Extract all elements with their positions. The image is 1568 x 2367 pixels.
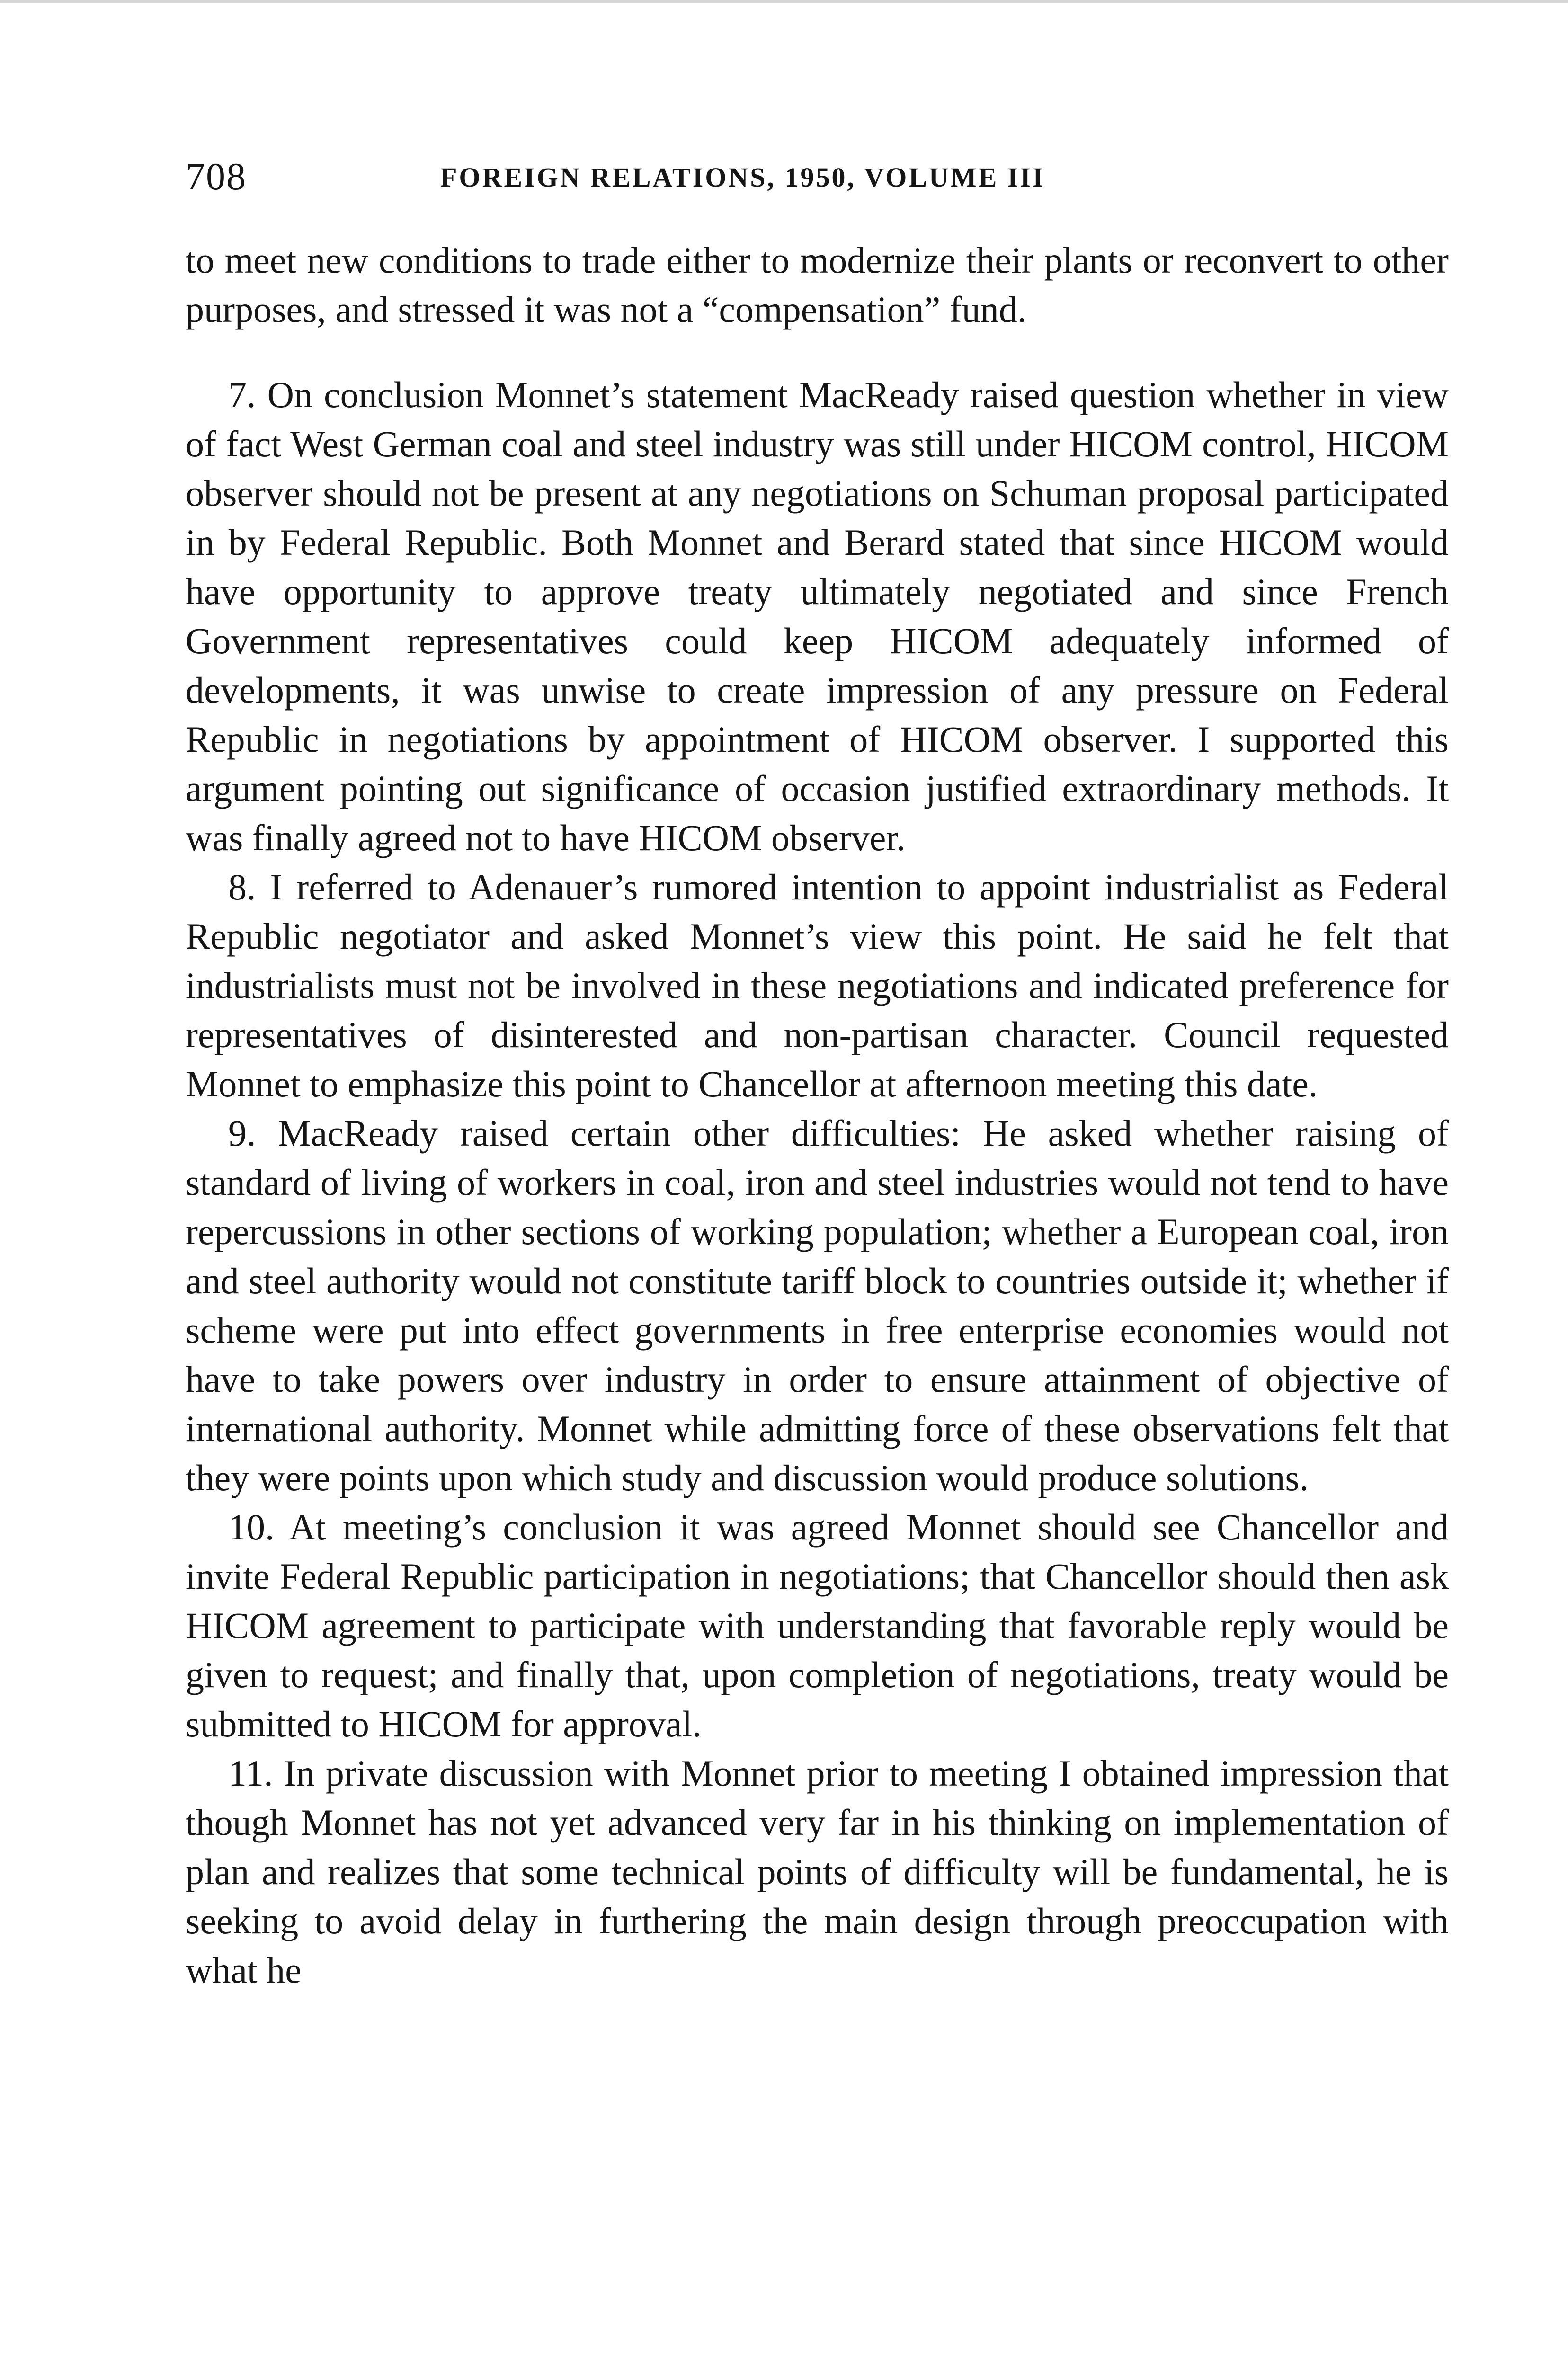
- paragraph-10: 10. At meeting’s conclusion it was agreed Monnet should see Chancellor and invite Federal Republic participation in negotiations; that Chancellor should then ask HICOM agreement to participate with understanding that favorable reply would be given to request; and finally that, upon completion of negotiations, treaty would be submitted to HICOM for approval.: [186, 1506, 1449, 1744]
- paragraph-8: 8. I referred to Adenauer’s rumored intention to appoint industrialist as Federal Republic negotiator and asked Monnet’s view this point. He said he felt that industrialists must not be involved in these negotiations and indicated preference for representatives of disinterested and non-partisan character. Council requested Monnet to emphasize this point to Chancellor at afternoon meeting this date.: [186, 866, 1449, 1104]
- paragraph-11: 11. In private discussion with Monnet prior to meeting I obtained impression that though Monnet has not yet advanced very far in his thinking on implementation of plan and realizes that some technical points of difficulty will be fundamental, he is seeking to avoid delay in furthering the main design through preoccupation with what he: [186, 1753, 1449, 1991]
- page-header: [186, 151, 1449, 207]
- top-edge-rule: [0, 0, 1568, 3]
- paragraph-9: 9. MacReady raised certain other difficulties: He asked whether raising of standard of living of workers in coal, iron and steel industries would not tend to have repercussions in other sections of working population; whether a European coal, iron and steel authority would not constitute tariff block to countries outside it; whether if scheme were put into effect governments in free enterprise economies would not have to take powers over industry in order to ensure attainment of objective of international authority. Monnet while admitting force of these observations felt that they were points upon which study and discussion would produce solutions.: [186, 1112, 1449, 1498]
- page-number: 708: [186, 155, 247, 198]
- paragraph-7: 7. On conclusion Monnet’s statement MacReady raised question whether in view of fact West German coal and steel industry was still under HICOM control, HICOM observer should not be present at any negotiations on Schuman proposal participated in by Federal Republic. Both Monnet and Berard stated that since HICOM would have opportunity to approve treaty ultimately negotiated and since French Government representatives could keep HICOM adequately informed of developments, it was unwise to create impression of any pressure on Federal Republic in negotiations by appointment of HICOM observer. I supported this argument pointing out significance of occasion justified extraordinary methods. It was finally agreed not to have HICOM observer.: [186, 374, 1449, 858]
- paragraph-continuation: to meet new conditions to trade either to modernize their plants or reconvert to other purposes, and stressed it was not a “compensation” fund.: [186, 240, 1449, 330]
- running-head: FOREIGN RELATIONS, 1950, VOLUME III: [440, 162, 1045, 193]
- body-text: [186, 236, 1449, 1995]
